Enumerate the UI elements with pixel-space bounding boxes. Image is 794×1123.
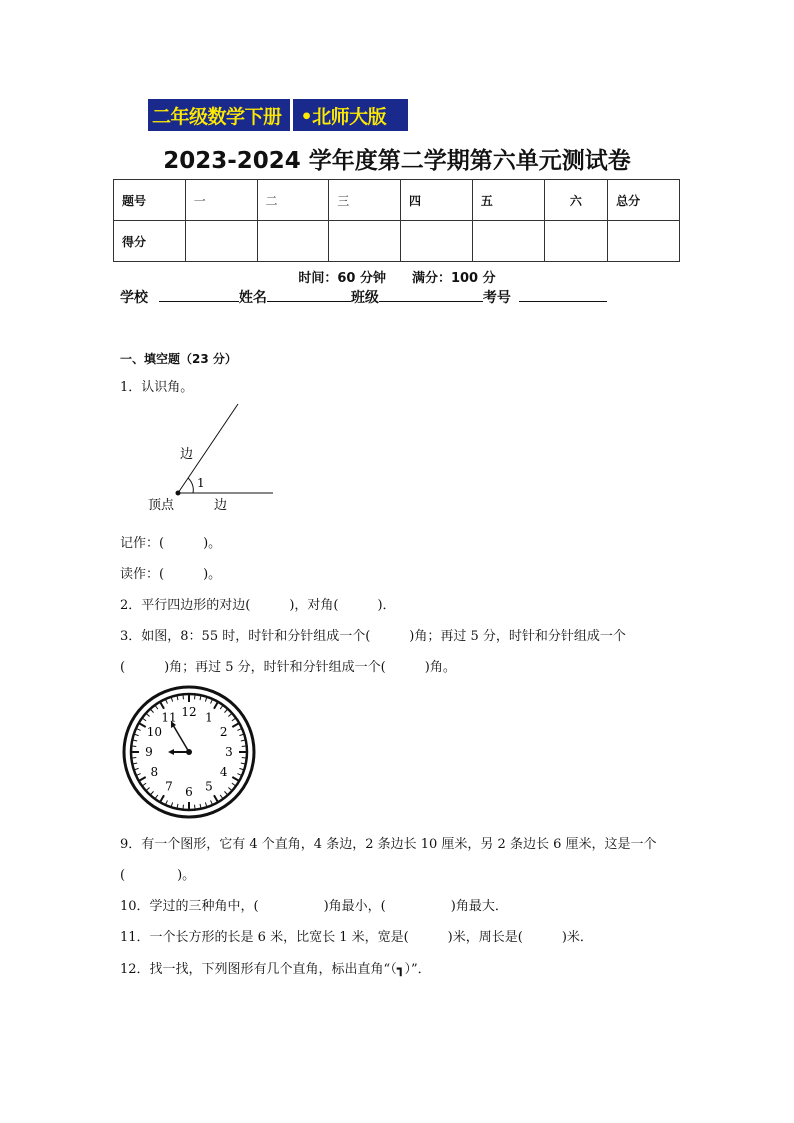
section-1-heading: 一、填空题（23 分） — [120, 352, 237, 366]
score-header-cell: 总分 — [608, 180, 680, 221]
angle-diagram — [140, 398, 290, 518]
score-header-cell: 四 — [401, 180, 473, 221]
clock-numeral: 6 — [185, 785, 193, 799]
score-row-label: 得分 — [114, 221, 186, 262]
clock-numeral: 10 — [146, 725, 162, 739]
score-cell[interactable] — [329, 221, 401, 262]
clock-numeral: 11 — [161, 710, 177, 725]
clock-numeral: 12 — [181, 705, 197, 719]
clock-numeral: 5 — [205, 779, 213, 794]
clock-numeral: 8 — [150, 765, 159, 779]
score-cell[interactable] — [608, 221, 680, 262]
edition-banner — [148, 99, 408, 131]
question-1-write: 记作：( )。 — [120, 536, 222, 551]
banner-edition: •北师大版 — [300, 105, 387, 128]
name-blank[interactable] — [267, 287, 351, 302]
class-label: 班级 — [350, 290, 379, 306]
student-info-fields — [120, 287, 607, 307]
clock-numeral: 4 — [219, 765, 228, 779]
score-header-cell: 题号 — [114, 180, 186, 221]
vertex-dot — [176, 491, 181, 496]
clock-center — [186, 749, 192, 755]
label-vertex: 顶点 — [148, 498, 175, 513]
score-header-cell: 六 — [544, 180, 608, 221]
school-blank[interactable] — [159, 287, 239, 302]
score-input-row — [114, 221, 680, 262]
clock-numeral: 3 — [225, 745, 233, 759]
clock-numeral: 7 — [165, 779, 173, 794]
question-3-line1: 3．如图，8：55 时，时针和分针组成一个( )角；再过 5 分，时针和分针组成一个 — [120, 629, 626, 644]
score-cell[interactable] — [544, 221, 608, 262]
score-header-cell: 二 — [257, 180, 329, 221]
angle-arc — [188, 478, 193, 493]
name-label: 姓名 — [238, 290, 267, 306]
score-cell[interactable] — [472, 221, 544, 262]
score-header-cell: 三 — [329, 180, 401, 221]
label-side-upper: 边 — [180, 447, 194, 462]
score-header-cell: 五 — [472, 180, 544, 221]
full-score: 满分：100 分 — [411, 271, 496, 286]
banner-divider — [290, 99, 293, 131]
time-limit: 时间：60 分钟 — [298, 271, 386, 286]
question-9-line2: ( )。 — [120, 868, 196, 883]
question-2: 2．平行四边形的对边( )，对角( )． — [120, 598, 396, 613]
label-side-lower: 边 — [214, 498, 228, 513]
clock-numeral: 9 — [145, 745, 153, 759]
score-header-cell: 一 — [185, 180, 257, 221]
banner-grade: 二年级数学下册 — [152, 105, 282, 128]
score-header-row — [114, 180, 680, 221]
score-cell[interactable] — [401, 221, 473, 262]
exam-title: 2023-2024 学年度第二学期第六单元测试卷 — [163, 148, 631, 174]
number-blank[interactable] — [519, 287, 607, 302]
question-12: 12．找一找，下列图形有几个直角，标出直角“（┓）”． — [120, 962, 431, 977]
clock-numeral: 1 — [205, 710, 213, 725]
question-10: 10．学过的三种角中，( )角最小，( )角最大． — [120, 899, 508, 914]
clock-face — [119, 685, 259, 819]
label-angle-1: 1 — [197, 476, 205, 490]
question-3-line2: ( )角；再过 5 分，时针和分针组成一个( )角。 — [120, 660, 456, 675]
exam-meta — [0, 267, 794, 286]
score-cell[interactable] — [185, 221, 257, 262]
school-label: 学校 — [120, 290, 148, 306]
score-cell[interactable] — [257, 221, 329, 262]
question-1-read: 读作：( )。 — [120, 567, 222, 582]
question-1: 1．认识角。 — [120, 380, 194, 395]
class-blank[interactable] — [379, 287, 483, 302]
score-table — [113, 179, 680, 262]
number-label: 考号 — [482, 290, 511, 306]
question-11: 11．一个长方形的长是 6 米，比宽长 1 米，宽是( )米，周长是( )米． — [120, 930, 593, 945]
question-9-line1: 9．有一个图形，它有 4 个直角，4 条边，2 条边长 10 厘米，另 2 条边长 6 厘米，这是一个 — [120, 837, 657, 852]
clock-numeral: 2 — [219, 725, 228, 739]
